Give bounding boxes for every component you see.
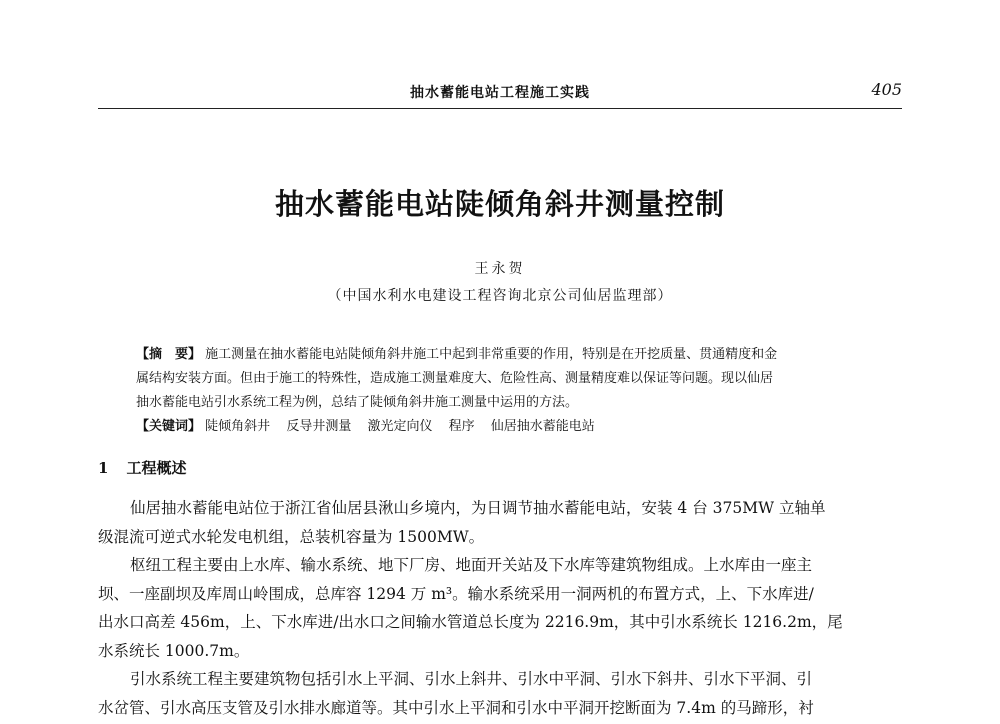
abstract-line: 抽水蓄能电站引水系统工程为例，总结了陡倾角斜井施工测量中运用的方法。 bbox=[136, 395, 579, 410]
body-line: 仙居抽水蓄能电站位于浙江省仙居县湫山乡境内，为日调节抽水蓄能电站，安装 4 台 375MW 立轴单 bbox=[130, 499, 826, 517]
running-title: 抽水蓄能电站工程施工实践 bbox=[410, 85, 590, 101]
keyword: 仙居抽水蓄能电站 bbox=[490, 419, 595, 434]
abstract-line: 属结构安装方面。但由于施工的特殊性，造成施工测量难度大、危险性高、测量精度难以保证等问题。现以仙居 bbox=[136, 371, 774, 386]
keyword: 陡倾角斜井 bbox=[205, 419, 271, 434]
body-line: 出水口高差 456m，上、下水库进/出水口之间输水管道总长度为 2216.9m，其中引水系统长 1216.2m，尾 bbox=[98, 613, 843, 631]
keyword: 激光定向仪 bbox=[367, 419, 433, 434]
abstract-line bbox=[136, 343, 888, 367]
abstract-text: 施工测量在抽水蓄能电站陡倾角斜井施工中起到非常重要的作用，特别是在开挖质量、贯通精度和金 bbox=[205, 347, 778, 362]
keywords-label: 【关键词】 bbox=[136, 419, 202, 434]
section-number: 1 bbox=[98, 459, 109, 477]
section-heading bbox=[98, 457, 186, 478]
abstract-block bbox=[136, 343, 888, 439]
body-line: 引水系统工程主要建筑物包括引水上平洞、引水上斜井、引水中平洞、引水下斜井、引水下平洞、引 bbox=[130, 670, 813, 688]
author-name: 王永贺 bbox=[474, 261, 526, 277]
keywords-line bbox=[136, 415, 888, 439]
body-line: 枢纽工程主要由上水库、输水系统、地下厂房、地面开关站及下水库等建筑物组成。上水库由一座主 bbox=[130, 556, 813, 574]
body-line: 水岔管、引水高压支管及引水排水廊道等。其中引水上平洞和引水中平洞开挖断面为 7.4m 的马蹄形，衬 bbox=[98, 698, 814, 717]
running-head bbox=[98, 78, 902, 109]
author-affiliation: （中国水利水电建设工程咨询北京公司仙居监理部） bbox=[327, 288, 673, 304]
page-number: 405 bbox=[871, 80, 902, 99]
article-title: 抽水蓄能电站陡倾角斜井测量控制 bbox=[274, 187, 725, 221]
body-text bbox=[98, 494, 914, 722]
section-title: 工程概述 bbox=[126, 459, 187, 477]
abstract-label: 【摘 要】 bbox=[136, 347, 202, 362]
body-line: 坝、一座副坝及库周山岭围成，总库容 1294 万 m³。输水系统采用一洞两机的布置方式，上、下水库进/ bbox=[98, 584, 814, 603]
body-line: 水系统长 1000.7m。 bbox=[98, 641, 250, 660]
body-line: 级混流可逆式水轮发电机组，总装机容量为 1500MW。 bbox=[98, 527, 485, 546]
keyword: 程序 bbox=[448, 419, 475, 434]
keyword: 反导井测量 bbox=[286, 419, 352, 434]
